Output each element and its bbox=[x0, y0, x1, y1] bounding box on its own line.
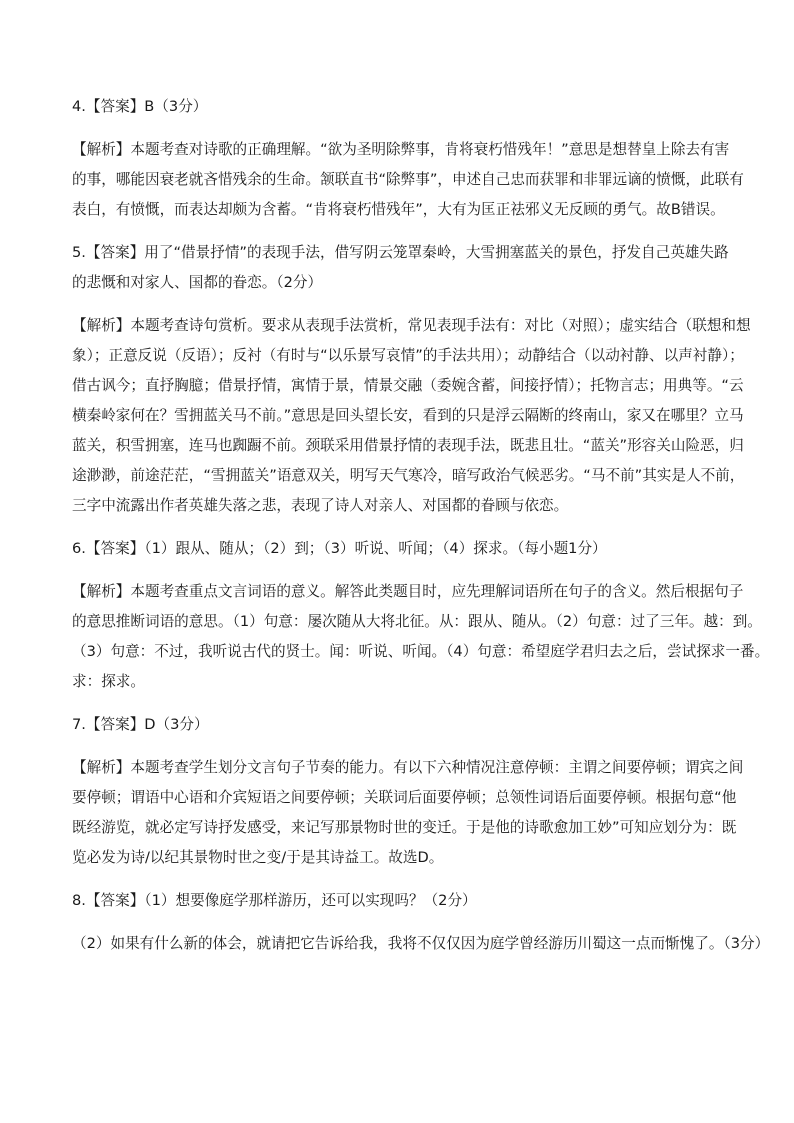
text-line: 象）；正意反说（反语）；反衬（有时与“以乐景写哀情”的手法共用）；动静结合（以动衬静、以声衬静）； bbox=[72, 347, 744, 364]
text-line: 既经游览，就必定写诗抒发感受，来记写那景物时世的变迁。于是他的诗歌愈加工妙”可知应划分为：既 bbox=[72, 819, 737, 836]
q8-answer-part2 bbox=[72, 929, 770, 959]
text-line: 的事，哪能因衰老就吝惜残余的生命。颔联直书“除弊事”，申述自己忠而获罪和非罪远谪的愤慨，此联有 bbox=[72, 171, 744, 188]
text-line: （2）如果有什么新的体会，就请把它告诉给我，我将不仅仅因为庭学曾经游历川蜀这一点而惭愧了。（3分） bbox=[72, 935, 770, 952]
q6-answer bbox=[72, 534, 727, 564]
q7-answer bbox=[72, 710, 727, 740]
text-line: 6.【答案】（1）跟从、随从；（2）到；（3）听说、听闻；（4）探求。（每小题1分） bbox=[72, 540, 607, 557]
text-line: 要停顿；谓语中心语和介宾短语之间要停顿；关联词后面要停顿；总领性词语后面要停顿。根据句意“他 bbox=[72, 789, 737, 806]
q7-analysis bbox=[72, 753, 744, 873]
q5-analysis bbox=[72, 311, 751, 521]
text-line: 【解析】本题考查学生划分文言句子节奏的能力。有以下六种情况注意停顿：主谓之间要停顿；谓宾之间 bbox=[72, 759, 744, 776]
q5-answer bbox=[72, 238, 727, 298]
text-line: 4.【答案】B（3分） bbox=[72, 98, 208, 115]
text-line: 7.【答案】D（3分） bbox=[72, 716, 209, 733]
text-line: （3）句意：不过，我听说古代的贤士。闻：听说、听闻。（4）句意：希望庭学君归去之后，尝试探求一番。 bbox=[72, 643, 770, 660]
q4-answer bbox=[72, 92, 727, 122]
text-line: 5.【答案】用了“借景抒情”的表现手法，借写阴云笼罩秦岭，大雪拥塞蓝关的景色，抒发自己英雄失路 bbox=[72, 244, 729, 261]
text-line: 【解析】本题考查对诗歌的正确理解。“欲为圣明除弊事，肯将衰朽惜残年！”意思是想替皇上除去有害 bbox=[72, 141, 730, 158]
text-line: 途渺渺，前途茫茫，“雪拥蓝关”语意双关，明写天气寒冷，暗写政治气候恶劣。“马不前”其实是人不前， bbox=[72, 467, 745, 484]
text-line: 三字中流露出作者英雄失落之悲，表现了诗人对亲人、对国都的眷顾与依恋。 bbox=[72, 497, 569, 514]
q4-analysis bbox=[72, 135, 744, 225]
q8-answer-part1 bbox=[72, 886, 727, 916]
text-line: 表白，有愤慨，而表达却颇为含蓄。“肯将衰朽惜残年”，大有为匡正祛邪义无反顾的勇气。故B错误。 bbox=[72, 201, 725, 218]
text-line: 的意思推断词语的意思。（1）句意：屡次随从大将北征。从：跟从、随从。（2）句意：过了三年。越：到。 bbox=[72, 613, 762, 630]
text-line: 蓝关，积雪拥塞，连马也踟蹰不前。颈联采用借景抒情的表现手法，既悲且壮。“蓝关”形容关山险恶，归 bbox=[72, 437, 744, 454]
text-line: 8.【答案】（1）想要像庭学那样游历，还可以实现吗？（2分） bbox=[72, 892, 477, 909]
text-line: 的悲慨和对家人、国都的眷恋。（2分） bbox=[72, 274, 323, 291]
text-line: 【解析】本题考查重点文言词语的意义。解答此类题目时，应先理解词语所在句子的含义。然后根据句子 bbox=[72, 583, 744, 600]
text-line: 横秦岭家何在？雪拥蓝关马不前。”意思是回头望长安，看到的只是浮云隔断的终南山，家又在哪里？立马 bbox=[72, 407, 744, 424]
text-line: 【解析】本题考查诗句赏析。要求从表现手法赏析，常见表现手法有：对比（对照）；虚实结合（联想和想 bbox=[72, 317, 751, 334]
text-line: 求：探求。 bbox=[72, 673, 145, 690]
q6-analysis bbox=[72, 577, 770, 697]
text-line: 借古讽今；直抒胸臆；借景抒情，寓情于景，情景交融（委婉含蓄，间接抒情）；托物言志；用典等。“云 bbox=[72, 377, 744, 394]
document-page bbox=[72, 92, 770, 959]
text-line: 览必发为诗/以纪其景物时世之变/于是其诗益工。故选D。 bbox=[72, 849, 444, 866]
